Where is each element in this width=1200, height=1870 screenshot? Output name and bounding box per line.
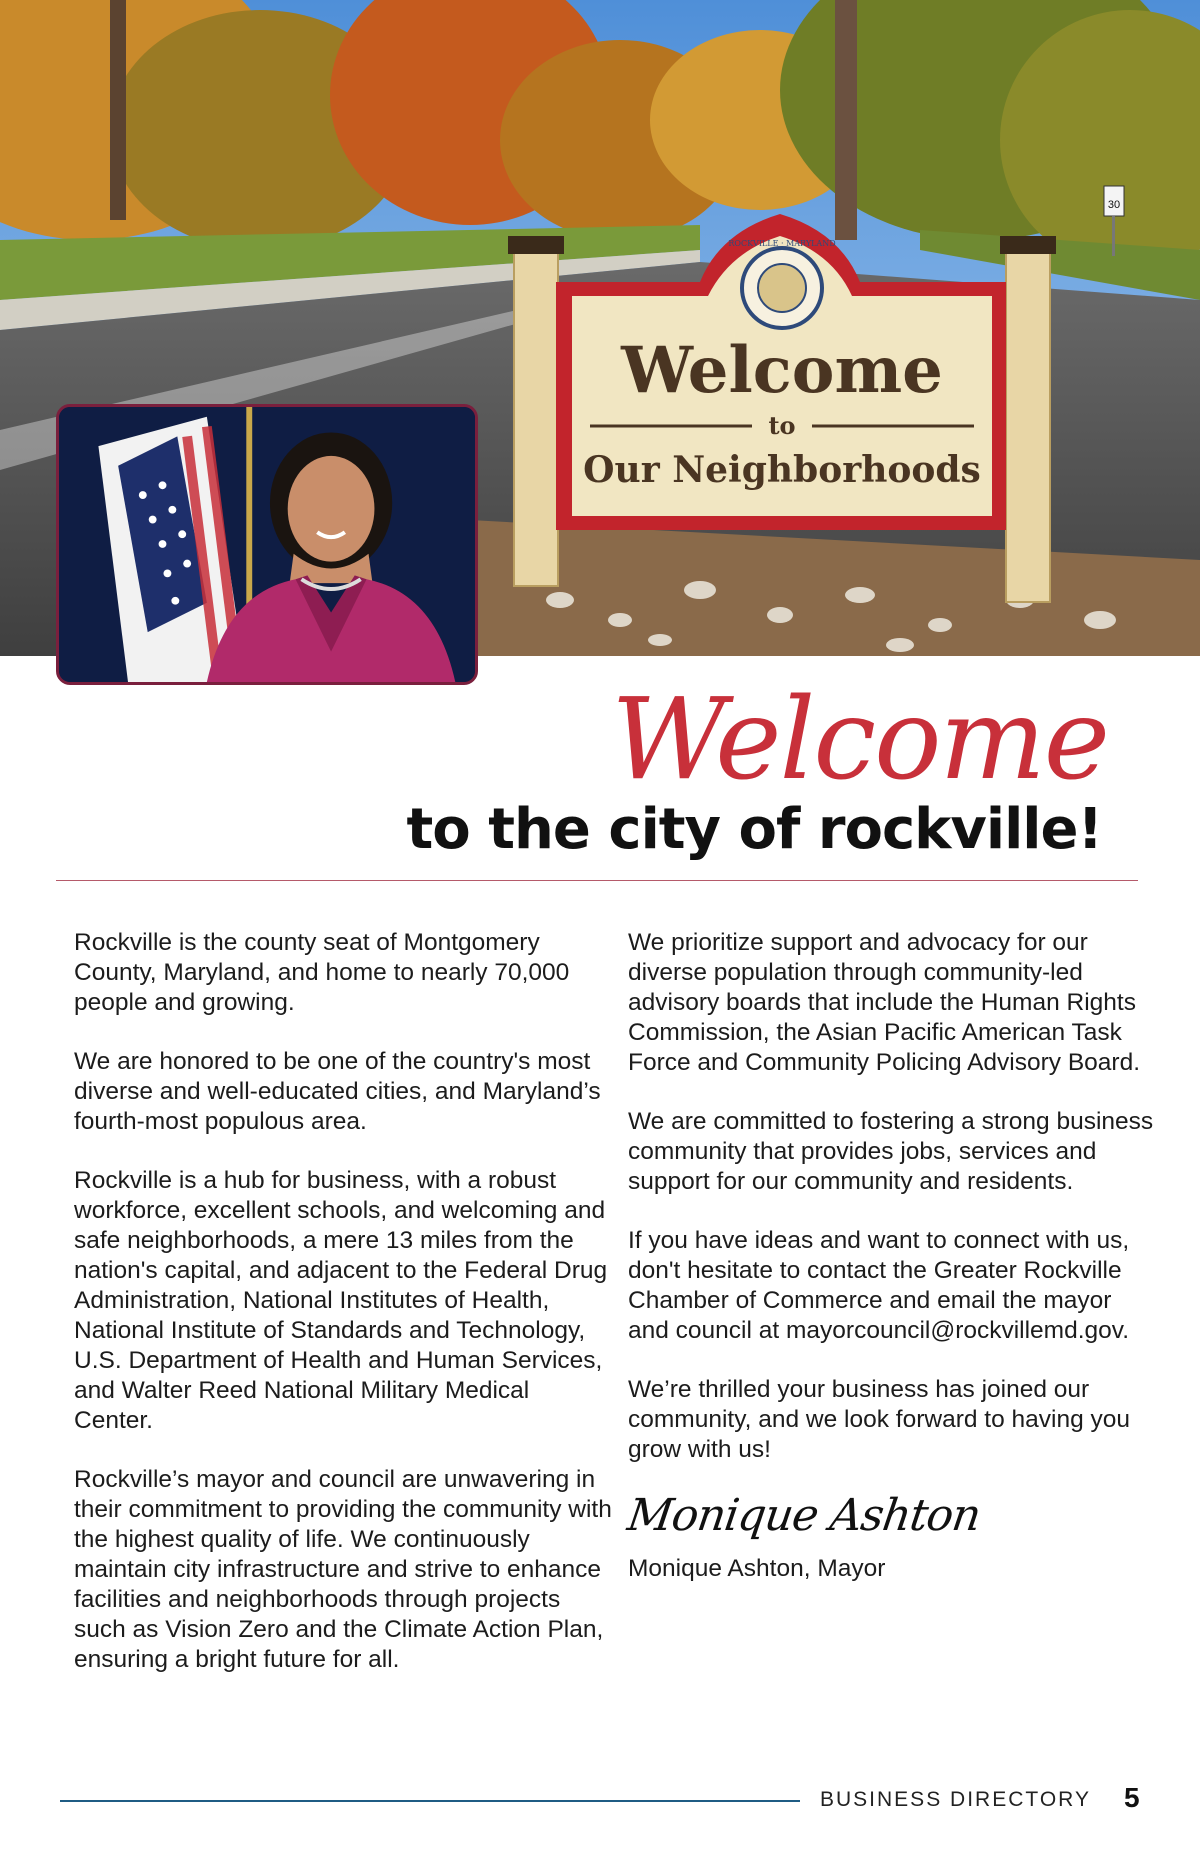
paragraph: Rockville is a hub for business, with a robust workforce, excellent schools, and welcoming and safe neighborhoods, a mere 13 miles from the nation's capital, and adjacent to the Federal Drug Administration, National Institutes of Health, National Institute of Standards and Technology, U.S. Department of Health and Human Services, and Walter Reed National Military Medical Center. <box>74 1167 608 1434</box>
paragraph: Rockville’s mayor and council are unwavering in their commitment to providing the community with the highest quality of life. We continuously maintain city infrastructure and strive to enhance facilities and neighborhoods through projects such as Vision Zero and the Climate Action Plan, ensuring a bright future for all. <box>74 1466 612 1673</box>
sign-neighborhoods-text: Our Neighborhoods <box>583 449 981 491</box>
paragraph: We’re thrilled your business has joined our community, and we look forward to having you grow with us! <box>628 1376 1131 1463</box>
sign-welcome-text: Welcome <box>621 333 943 408</box>
page-number: 5 <box>1124 1782 1140 1813</box>
paragraph: If you have ideas and want to connect with us, don't hesitate to contact the Greater Rockville Chamber of Commerce and email the mayor and council at mayorcouncil@rockvillemd.gov. <box>628 1227 1130 1344</box>
headline-divider <box>56 880 1138 881</box>
left-column <box>74 928 614 1704</box>
paragraph: We prioritize support and advocacy for our diverse population through community-led advisory boards that include the Human Rights Commission, the Asian Pacific American Task Force and Community Policing Advisory Board. <box>628 929 1140 1076</box>
speed-limit-sign: 30 <box>1107 199 1121 211</box>
paragraph: Rockville is the county seat of Montgomery County, Maryland, and home to nearly 70,000 people and growing. <box>74 929 570 1016</box>
footer-label: BUSINESS DIRECTORY <box>820 1788 1091 1811</box>
mayor-portrait <box>56 404 478 685</box>
mayor-signature: Monique Ashton <box>624 1490 984 1541</box>
welcome-script-title: Welcome <box>611 675 1108 805</box>
paragraph: We are committed to fostering a strong business community that provides jobs, services and support for our community and residents. <box>628 1108 1154 1195</box>
footer-rule <box>60 1800 800 1802</box>
right-column <box>624 928 1158 1584</box>
page-title: to the city of rockville! <box>406 797 1102 862</box>
city-seal-text: ROCKVILLE · MARYLAND <box>728 239 836 248</box>
mayor-portrait-illustration <box>59 407 475 682</box>
paragraph: We are honored to be one of the country's most diverse and well-educated cities, and Maryland’s fourth-most populous area. <box>74 1048 601 1135</box>
signer-name: Monique Ashton, Mayor <box>628 1555 886 1582</box>
sign-to-text: to <box>768 411 796 440</box>
